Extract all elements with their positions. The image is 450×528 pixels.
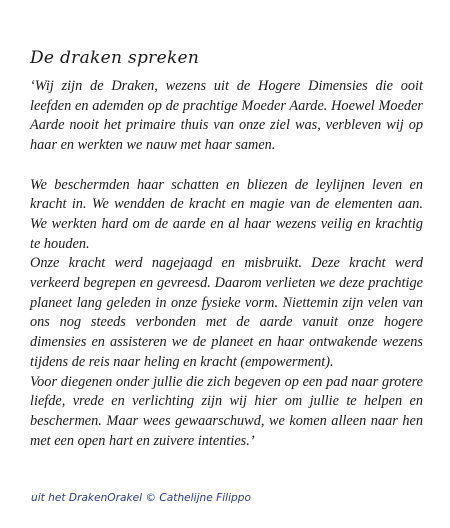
paragraph-1: ‘Wij zijn de Draken, wezens uit de Hogere Dimensies die ooit leefden en ademden op de prachtige Moeder Aarde. Hoewel Moeder Aarde nooit het primaire thuis van onze ziel was, verbleven wij op haar en werkten we nauw met haar samen. xyxy=(30,78,423,154)
paragraph-3: Onze kracht werd nagejaagd en misbruikt. Deze kracht werd verkeerd begrepen en gevreesd. Daarom verlieten we deze prachtige planeet lang geleden in onze fysieke vorm. Niettemin zijn velen van ons nog steeds verbonden met de aarde vanuit onze hogere dimensies en assisteren we de planeet en haar ontwakende wezens tijdens de reis naar heling en kracht (empowerment). xyxy=(30,255,423,370)
paragraph-2: We beschermden haar schatten en bliezen de leylijnen leven en kracht in. We wendden de kracht en magie van de elementen aan. We werkten hard om de aarde en al haar wezens veilig en krachtig te houden. xyxy=(30,176,423,252)
document-body xyxy=(30,77,423,451)
document-title: De draken spreken xyxy=(30,48,200,68)
paragraph-4: Voor diegenen onder jullie die zich begeven op een pad naar grotere liefde, vrede en verlichting zijn wij hier om jullie te helpen en beschermen. Maar wees gewaarschuwd, we komen alleen naar hen met een open hart en zuivere intenties.’ xyxy=(30,373,423,449)
source-credit: uit het DrakenOrakel © Cathelijne Filippo xyxy=(31,492,251,504)
